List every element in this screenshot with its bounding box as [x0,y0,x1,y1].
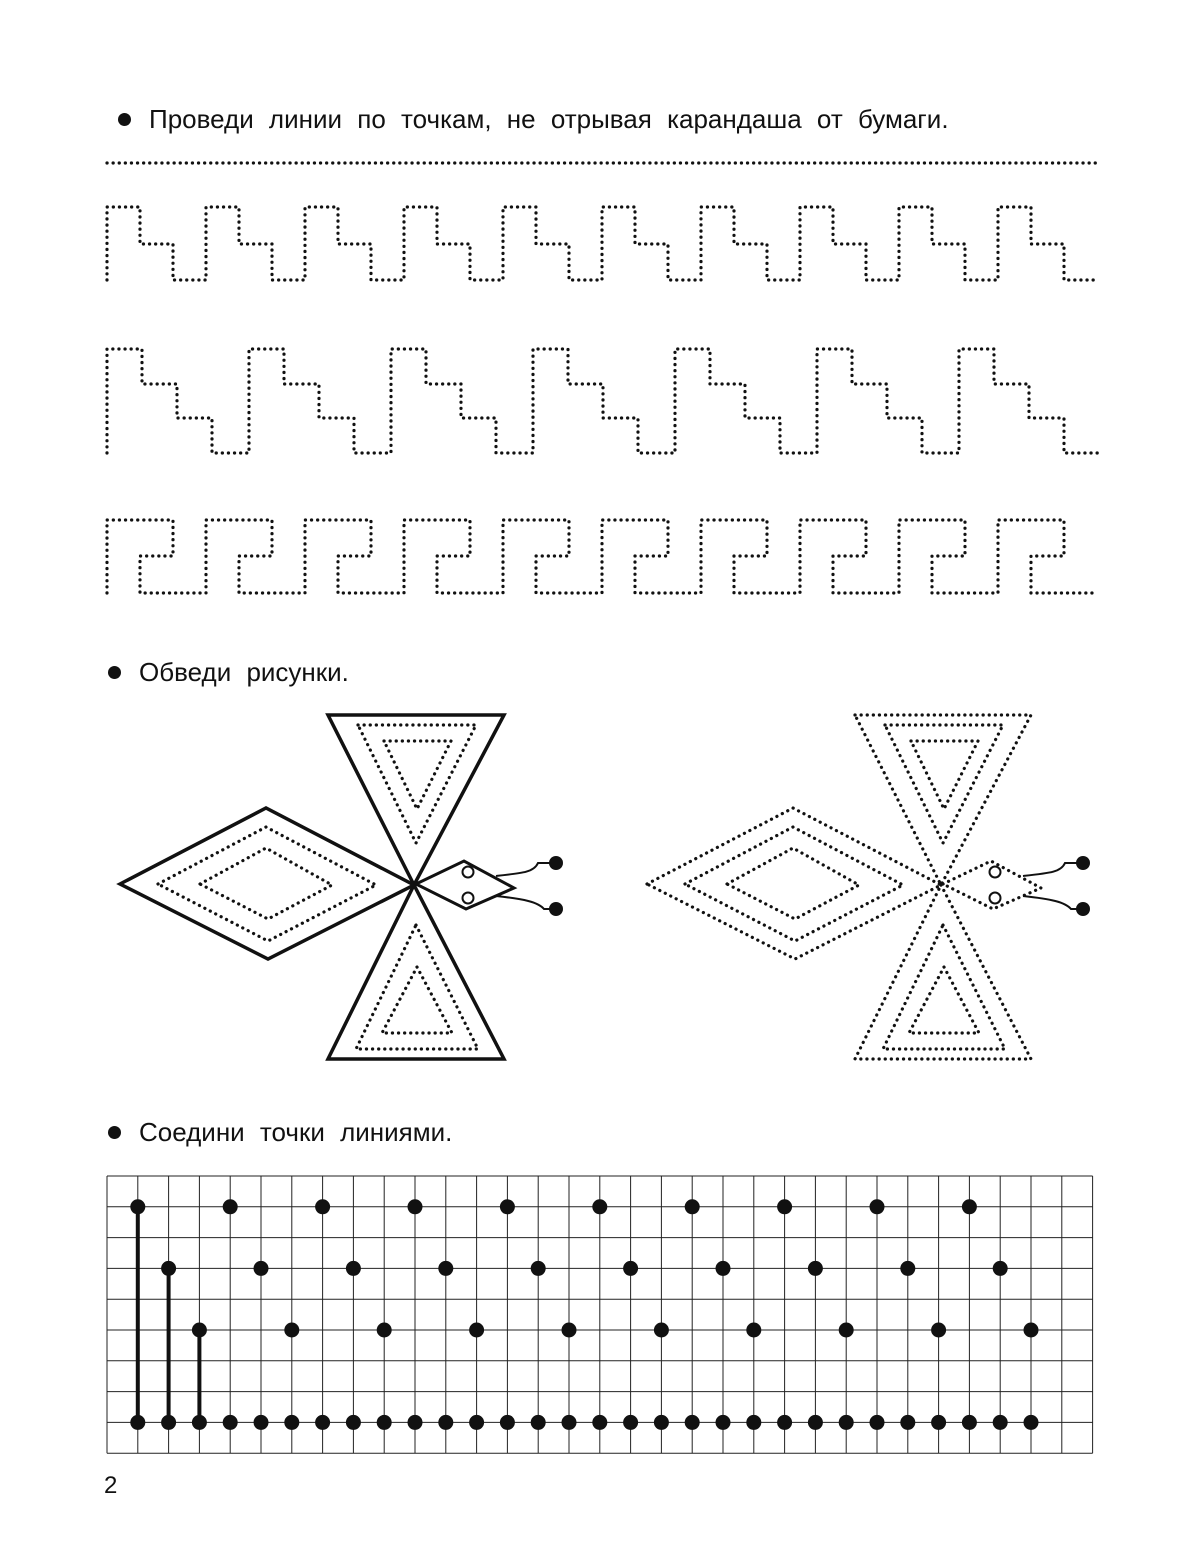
grid-dot [377,1323,392,1338]
grid-dot [223,1415,238,1430]
grid-dot [654,1415,669,1430]
grid-dot [562,1415,577,1430]
grid-dot [716,1415,731,1430]
grid-dot [438,1415,453,1430]
left-wing-inner-dots [200,848,332,919]
page-number: 2 [104,1472,118,1499]
grid-dot [284,1323,299,1338]
grid-dot [931,1415,946,1430]
grid-dot [315,1415,330,1430]
grid-dot [1024,1415,1039,1430]
grid-dot [839,1415,854,1430]
grid-dot [531,1415,546,1430]
grid-dot [685,1415,700,1430]
trace-pattern-row-3 [107,520,1097,593]
grid-dot [469,1323,484,1338]
grid-dot [315,1199,330,1214]
butterfly-left [120,715,563,1059]
grid-dot [808,1261,823,1276]
grid-dot [962,1199,977,1214]
grid-dot [500,1415,515,1430]
grid-dot [254,1415,269,1430]
instruction-text: Проведи линии по точкам, не отрывая карандаша от бумаги. [149,104,949,134]
grid-dot [192,1415,207,1430]
instruction-text: Соедини точки линиями. [139,1117,453,1147]
grid-dot [900,1415,915,1430]
grid-dot [500,1199,515,1214]
trace-pattern-row-2 [107,349,1101,453]
grid-dot [623,1261,638,1276]
eye-icon [463,893,474,904]
grid-dot [746,1415,761,1430]
left-wing-middle-dots [685,827,903,941]
top-wing-middle-dots [885,725,1003,843]
grid-dot [839,1323,854,1338]
grid-dot [962,1415,977,1430]
step-pattern-tall [107,349,1101,453]
left-wing-outline [120,808,414,959]
bottom-wing-middle-dots [356,925,478,1049]
grid-dot [716,1261,731,1276]
grid-dot [130,1415,145,1430]
grid-dot [993,1261,1008,1276]
grid-dot [377,1415,392,1430]
butterfly-right [647,715,1090,1059]
grid-dot [161,1415,176,1430]
left-wing-dots [647,808,941,959]
grid-dot [900,1261,915,1276]
grid-dot [254,1261,269,1276]
antenna-tip-dot [549,902,563,916]
antenna-tip-dot [1076,902,1090,916]
step-pattern-small [107,207,1097,280]
grid-dot [161,1261,176,1276]
grid-dot [531,1261,546,1276]
grid-dot [592,1199,607,1214]
antenna-line [1023,896,1083,909]
grid-dot [623,1415,638,1430]
grid-dot [870,1415,885,1430]
grid-dot [346,1415,361,1430]
grid-dot [408,1415,423,1430]
grid-dot [993,1415,1008,1430]
antenna-tip-dot [549,856,563,870]
instruction-text: Обведи рисунки. [139,657,349,687]
meander-pattern [107,520,1097,593]
eye-icon [463,867,474,878]
connect-dots-grid [107,1176,1093,1453]
grid-dot [130,1199,145,1214]
grid-dot [654,1323,669,1338]
bottom-wing-middle-dots [883,925,1005,1049]
grid-dot [284,1415,299,1430]
left-wing-middle-dots [158,827,376,941]
grid-dot [223,1199,238,1214]
antenna-line [496,863,556,876]
grid-dot [408,1199,423,1214]
grid-dot [870,1199,885,1214]
grid-dot [562,1323,577,1338]
antenna-line [1023,863,1083,876]
grid-dot [438,1261,453,1276]
antenna-line [496,896,556,909]
antenna-tip-dot [1076,856,1090,870]
grid-dot [777,1415,792,1430]
grid-dot [685,1199,700,1214]
grid-dot [777,1199,792,1214]
grid-dot [931,1323,946,1338]
grid-dot [192,1323,207,1338]
left-wing-inner-dots [727,848,859,919]
eye-icon [990,893,1001,904]
eye-icon [990,867,1001,878]
grid-dot [808,1415,823,1430]
grid-dot [746,1323,761,1338]
grid-dot [592,1415,607,1430]
grid-dot [1024,1323,1039,1338]
top-wing-middle-dots [358,725,476,843]
grid-dot [346,1261,361,1276]
trace-pattern-row-1 [107,207,1097,280]
grid-dot [469,1415,484,1430]
